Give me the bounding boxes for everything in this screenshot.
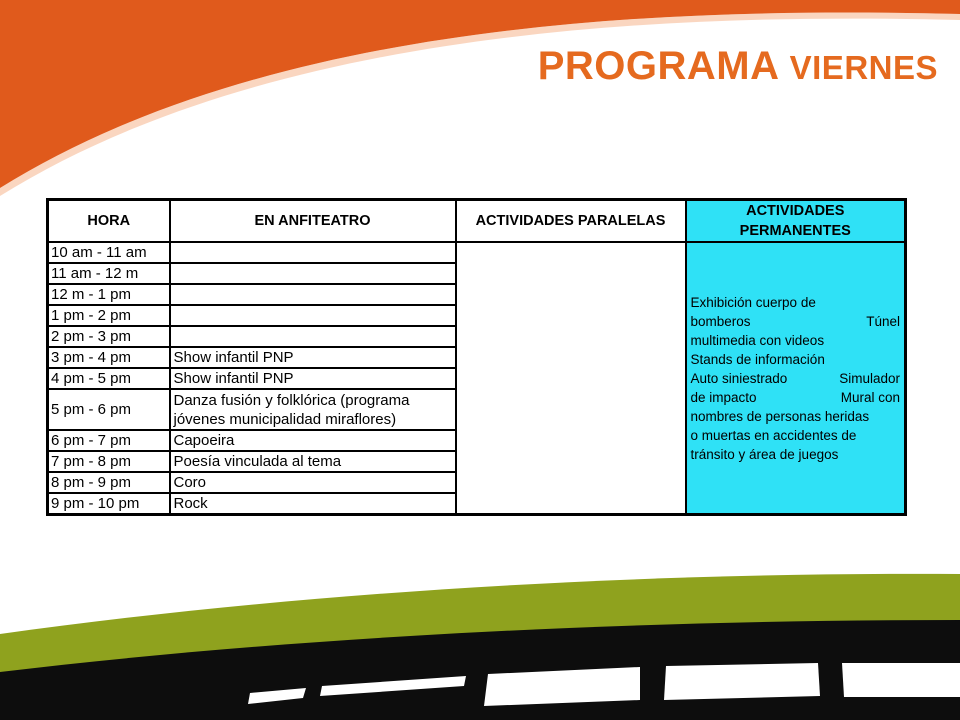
cell-paralelas <box>456 242 686 515</box>
table-row <box>48 242 906 263</box>
cell-anfiteatro: Show infantil PNP <box>170 347 456 368</box>
cell-hora: 9 pm - 10 pm <box>48 493 170 515</box>
cell-hora: 10 am - 11 am <box>48 242 170 263</box>
header-paralelas: ACTIVIDADES PARALELAS <box>456 200 686 243</box>
orange-swoosh <box>0 0 960 188</box>
page-title <box>538 44 938 89</box>
cell-hora: 7 pm - 8 pm <box>48 451 170 472</box>
permanentes-text: Exhibición cuerpo de <box>690 294 816 310</box>
permanentes-text: Mural con <box>840 389 900 405</box>
permanentes-text: Auto siniestrado <box>690 370 788 386</box>
permanentes-text: Stands de información <box>690 351 825 367</box>
cell-hora: 12 m - 1 pm <box>48 284 170 305</box>
header-row <box>48 200 906 243</box>
cell-hora: 11 am - 12 m <box>48 263 170 284</box>
cell-anfiteatro: Coro <box>170 472 456 493</box>
permanentes-line <box>691 445 901 464</box>
permanentes-text: o muertas en accidentes de <box>690 427 857 443</box>
cell-hora: 5 pm - 6 pm <box>48 389 170 430</box>
cell-permanentes <box>686 242 906 515</box>
permanentes-text: de impacto <box>690 389 757 405</box>
permanentes-text: tránsito y área de juegos <box>690 446 839 462</box>
cell-anfiteatro: Poesía vinculada al tema <box>170 451 456 472</box>
cell-anfiteatro <box>170 284 456 305</box>
permanentes-text: Simulador <box>839 370 900 386</box>
schedule-table <box>46 198 907 516</box>
permanentes-line <box>691 312 901 331</box>
header-anfiteatro: EN ANFITEATRO <box>170 200 456 243</box>
header-permanentes-line1: ACTIVIDADES <box>746 203 845 219</box>
road-dash <box>842 663 960 697</box>
cell-hora: 1 pm - 2 pm <box>48 305 170 326</box>
title-main: PROGRAMA <box>537 44 778 88</box>
permanentes-line <box>691 350 901 369</box>
header-hora: HORA <box>48 200 170 243</box>
permanentes-line <box>691 331 901 350</box>
permanentes-list <box>691 293 901 464</box>
header-permanentes-line2: PERMANENTES <box>739 223 851 239</box>
cell-anfiteatro <box>170 242 456 263</box>
permanentes-line <box>691 426 901 445</box>
title-secondary: VIERNES <box>789 49 938 86</box>
cell-anfiteatro: Show infantil PNP <box>170 368 456 389</box>
permanentes-text: nombres de personas heridas <box>690 408 870 424</box>
cell-anfiteatro: Rock <box>170 493 456 515</box>
header-permanentes <box>686 200 906 243</box>
cell-anfiteatro <box>170 305 456 326</box>
cell-anfiteatro: Capoeira <box>170 430 456 451</box>
cell-hora: 3 pm - 4 pm <box>48 347 170 368</box>
permanentes-text: multimedia con videos <box>690 332 825 348</box>
cell-anfiteatro <box>170 263 456 284</box>
cell-hora: 8 pm - 9 pm <box>48 472 170 493</box>
cell-hora: 2 pm - 3 pm <box>48 326 170 347</box>
cell-hora: 6 pm - 7 pm <box>48 430 170 451</box>
cell-anfiteatro: Danza fusión y folklórica (programa jóvenes municipalidad miraflores) <box>170 389 456 430</box>
road-dash <box>664 663 820 700</box>
permanentes-line <box>691 293 901 312</box>
permanentes-text: bomberos <box>690 313 751 329</box>
permanentes-line <box>691 369 901 388</box>
cell-anfiteatro <box>170 326 456 347</box>
permanentes-line <box>691 388 901 407</box>
permanentes-text: Túnel <box>866 313 900 329</box>
cell-hora: 4 pm - 5 pm <box>48 368 170 389</box>
permanentes-line <box>691 407 901 426</box>
